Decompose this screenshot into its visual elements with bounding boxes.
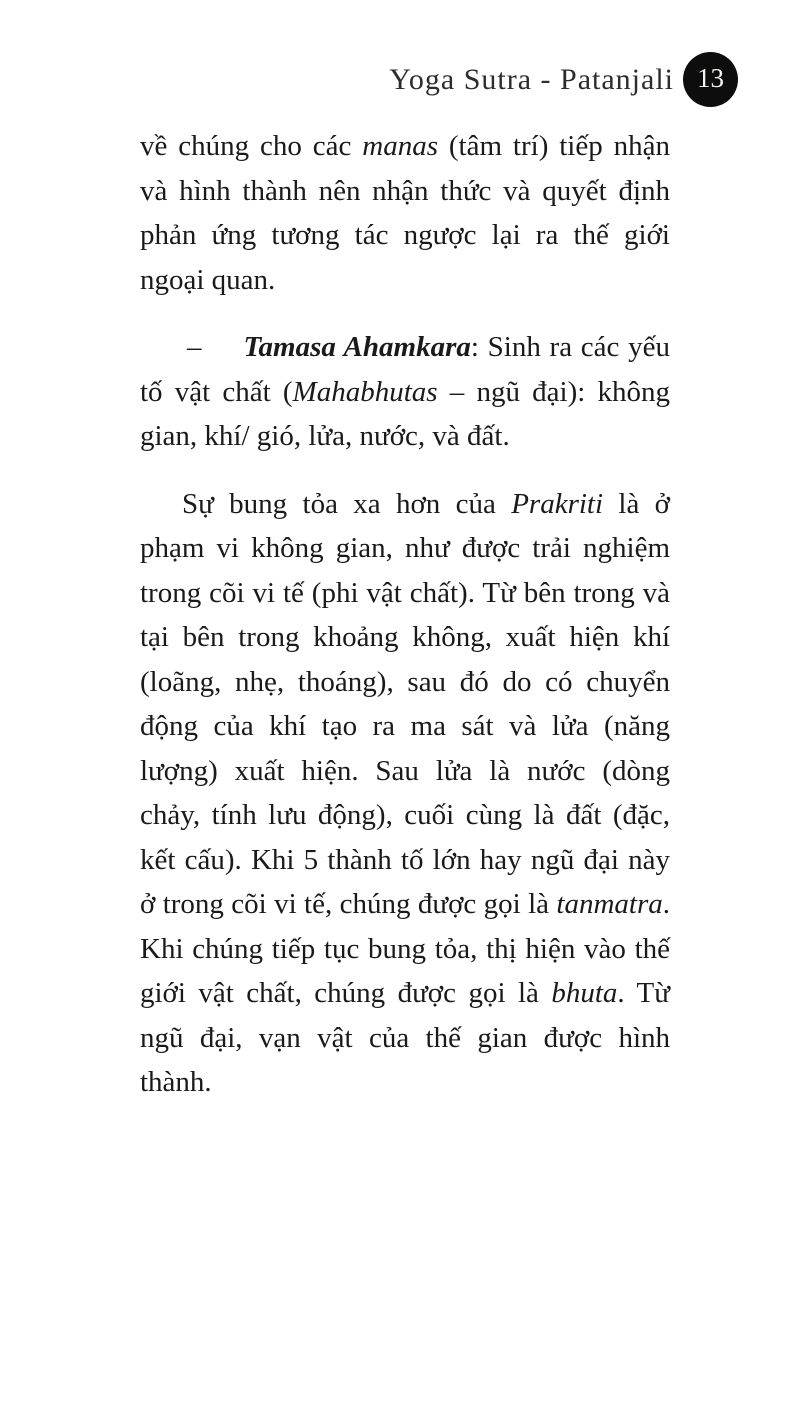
paragraph	[140, 124, 670, 302]
body-text	[140, 124, 670, 1128]
text-segment: : Sinh ra các yếu tố vật chất (	[140, 331, 670, 408]
text-segment: Prakriti	[511, 487, 604, 520]
text-segment: Sự bung tỏa xa hơn của	[182, 487, 512, 520]
paragraph	[140, 325, 670, 459]
text-segment: . Khi chúng tiếp tục bung tỏa, thị hiện vào thế giới vật chất, chúng được gọi là	[140, 888, 670, 1009]
text-segment: là ở phạm vi không gian, như được trải nghiệm trong cõi vi tế (phi vật chất). Từ bên trong và tại bên trong khoảng không, xuất hiện khí (loãng, nhẹ, thoáng), sau đó do có chuyển động của khí tạo ra ma sát và lửa (năng lượng) xuất hiện. Sau lửa là nước (dòng chảy, tính lưu động), cuối cùng là đất (đặc, kết cấu). Khi 5 thành tố lớn hay ngũ đại này ở trong cõi vi tế, chúng được gọi là	[140, 487, 670, 920]
text-segment: về chúng cho các	[140, 130, 363, 162]
text-segment: (tâm trí) tiếp nhận và hình thành nên nhận thức và quyết định phản ứng tương tác ngược lại ra thế giới ngoại quan.	[140, 130, 670, 296]
page-number: 13	[697, 63, 724, 93]
list-dash: –	[187, 331, 202, 363]
text-segment: – ngũ đại): không gian, khí/ gió, lửa, nước, và đất.	[140, 375, 670, 452]
text-segment: tanmatra	[556, 888, 663, 920]
text-segment: manas	[362, 130, 439, 162]
running-header	[389, 52, 738, 107]
text-segment: . Từ ngũ đại, vạn vật của thế gian được hình thành.	[140, 977, 670, 1098]
page-number-badge	[683, 52, 738, 107]
paragraph	[140, 482, 670, 1105]
running-header-title: Yoga Sutra - Patanjali	[389, 62, 674, 96]
text-segment: bhuta	[551, 977, 618, 1009]
text-segment: Mahabhutas	[292, 375, 438, 408]
text-segment: Tamasa Ahamkara	[243, 331, 471, 363]
